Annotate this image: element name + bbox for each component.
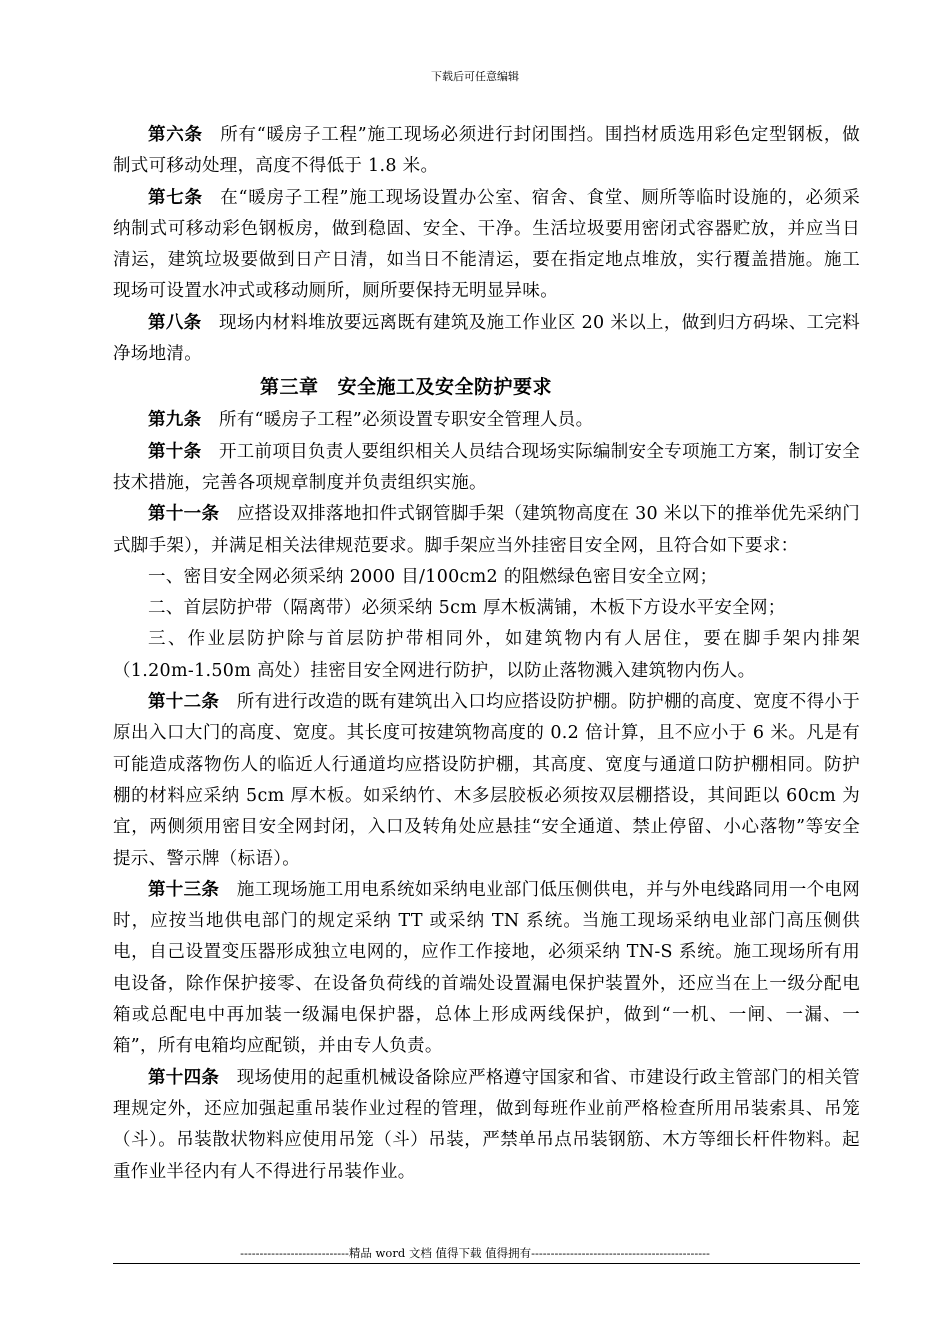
article-text: 在“暖房子工程”施工现场设置办公室、宿舍、食堂、厕所等临时设施的，必须采纳制式可移动彩色钢板房，做到稳固、安全、干净。生活垃圾要用密闭式容器贮放，并应当日清运，建筑垃圾要做到日产日清，如当日不能清运，要在指定地点堆放，实行覆盖措施。施工现场可设置水冲式或移动厕所，厕所要保持无明显异味。 — [113, 187, 860, 302]
article-6 — [113, 120, 860, 183]
page-header: 下载后可任意编辑 — [431, 70, 519, 83]
chapter-heading — [113, 372, 860, 403]
article-9 — [113, 405, 860, 436]
article-text: 所有进行改造的既有建筑出入口均应搭设防护棚。防护棚的高度、宽度不得小于原出入口大门的高度、宽度。其长度可按建筑物高度的 0.2 倍计算，且不应小于 6 米。凡是有可能造成落物伤人的临近人行通道均应搭设防护棚，其高度、宽度与通道口防护棚相同。防护棚的材料应采纳 5cm 厚木板。如采纳竹、木多层胶板必须按双层棚搭设，其间距以 60cm 为宜，两侧须用密目安全网封闭，入口及转角处应悬挂“安全通道、禁止停留、小心落物”等安全提示、警示牌（标语）。 — [113, 692, 860, 869]
article-text: 所有“暖房子工程”必须设置专职安全管理人员。 — [218, 410, 594, 431]
article-10 — [113, 437, 860, 500]
article-text: 开工前项目负责人要组织相关人员结合现场实际编制安全专项施工方案，制订安全技术措施，完善各项规章制度并负责组织实施。 — [113, 441, 861, 493]
article-text: 施工现场施工用电系统如采纳电业部门低压侧供电，并与外电线路同用一个电网时，应按当地供电部门的规定采纳 TT 或采纳 TN 系统。当施工现场采纳电业部门高压侧供电，自己设置变压器形成独立电网的，应作工作接地，必须采纳 TN-S 系统。施工现场所有用电设备，除作保护接零、在设备负荷线的首端处设置漏电保护装置外，还应当在上一级分配电箱或总配电中再加装一级漏电保护器，总体上形成两线保护，做到“一机、一闸、一漏、一箱”，所有电箱均应配锁，并由专人负责。 — [113, 879, 860, 1057]
document-body — [113, 120, 860, 1188]
article-12 — [113, 687, 860, 875]
article-number: 第十条 — [148, 441, 202, 462]
article-number: 第七条 — [148, 187, 203, 208]
article-number: 第十三条 — [148, 879, 220, 900]
article-text: 现场内材料堆放要远离既有建筑及施工作业区 20 米以上，做到归方码垛、工完料净场地清。 — [113, 312, 861, 365]
article-text: 所有“暖房子工程”施工现场必须进行封闭围挡。围挡材质选用彩色定型钢板，做制式可移动处理，高度不得低于 1.8 米。 — [113, 125, 860, 177]
article-7 — [113, 183, 860, 308]
article-number: 第十一条 — [148, 504, 220, 525]
article-text: 现场使用的起重机械设备除应严格遵守国家和省、市建设行政主管部门的相关管理规定外，还应加强起重吊装作业过程的管理，做到每班作业前严格检查所用吊装索具、吊笼（斗）。吊装散状物料应使用吊笼（斗）吊装，严禁单吊点吊装钢筋、木方等细长杆件物料。起重作业半径内有人不得进行吊装作业。 — [113, 1067, 860, 1182]
article-14 — [113, 1063, 860, 1188]
chapter-number: 第三章 — [260, 376, 319, 399]
list-item: 二、首层防护带（隔离带）必须采纳 5cm 厚木板满铺，木板下方设水平安全网； — [148, 598, 786, 619]
article-number: 第九条 — [148, 410, 202, 431]
footer-divider — [113, 1263, 860, 1264]
article-text: 应搭设双排落地扣件式钢管脚手架（建筑物高度在 30 米以下的推举优先采纳门式脚手架），并满足相关法律规范要求。脚手架应当外挂密目安全网，且符合如下要求： — [113, 504, 860, 556]
article-number: 第八条 — [148, 312, 202, 333]
chapter-title: 安全施工及安全防护要求 — [337, 376, 553, 399]
list-item: 一、密目安全网必须采纳 2000 目/100cm2 的阻燃绿色密目安全立网； — [148, 566, 718, 587]
article-number: 第十四条 — [148, 1067, 220, 1088]
list-item: 三、作业层防护除与首层防护带相同外，如建筑物内有人居住，要在脚手架内排架（1.20m-1.50m 高处）挂密目安全网进行防护，以防止落物溅入建筑物内伤人。 — [113, 629, 860, 681]
article-number: 第十二条 — [148, 692, 220, 713]
article-11 — [113, 499, 860, 562]
page-footer: ----------------------------精品 word 文档 值得下载 值得拥有---------------------------------------------- — [240, 1246, 710, 1260]
article-number: 第六条 — [148, 125, 203, 145]
article-8 — [113, 308, 860, 371]
article-13 — [113, 875, 860, 1063]
